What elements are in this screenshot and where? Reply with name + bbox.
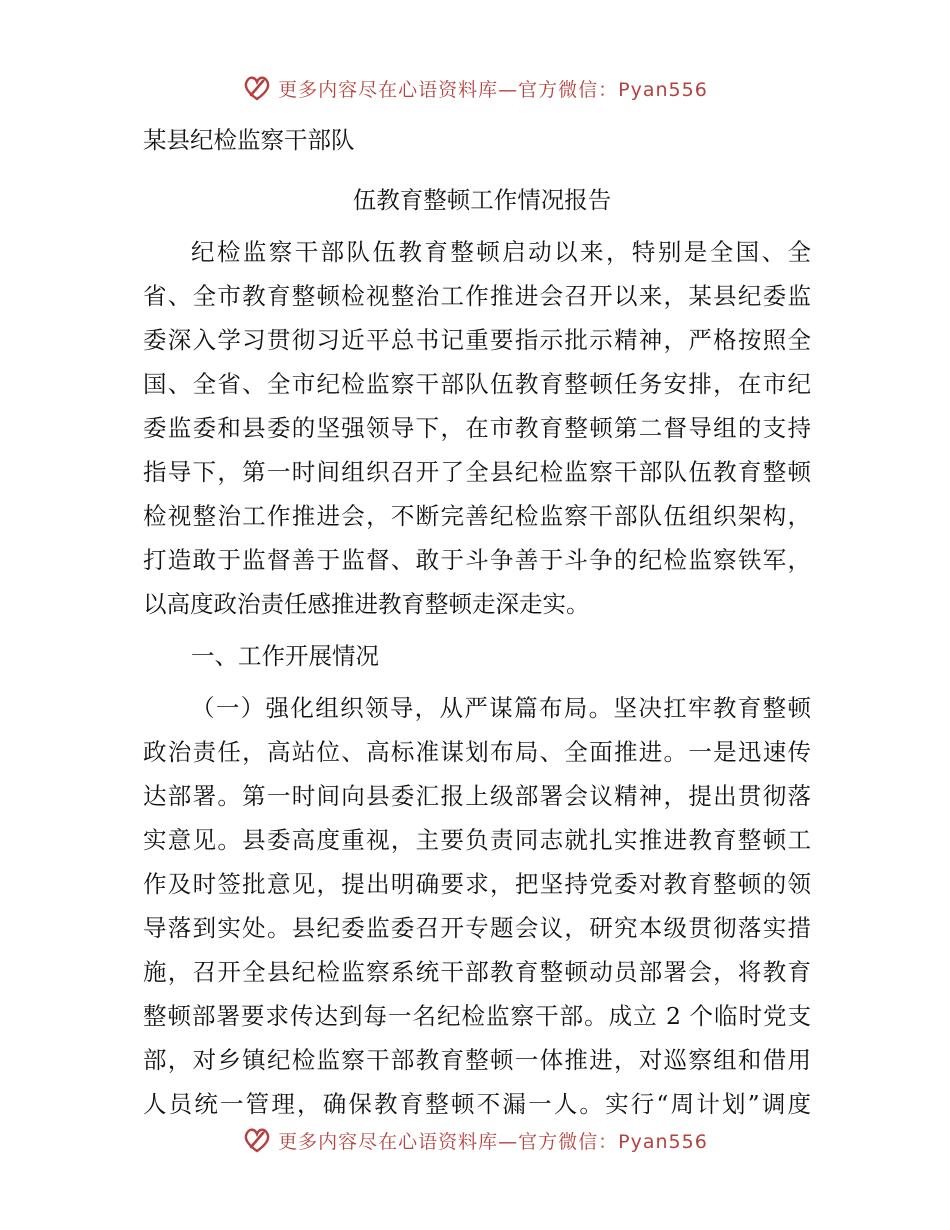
text-line: 指导下，第一时间组织召开了全县纪检监察干部队伍教育整顿 <box>143 458 811 486</box>
watermark-text: 更多内容尽在心语资料库—官方微信：Pyan556 <box>278 1130 708 1153</box>
text-line: 政治责任，高站位、高标准谋划布局、全面推进。一是迅速传 <box>143 738 811 766</box>
text-line: 达部署。第一时间向县委汇报上级部署会议精神，提出贯彻落 <box>143 782 811 810</box>
text-line: 实意见。县委高度重视，主要负责同志就扎实推进教育整顿工 <box>143 826 811 854</box>
report-title: 伍教育整顿工作情况报告 <box>352 186 612 214</box>
text-line: 国、全省、全市纪检监察干部队伍教育整顿任务安排，在市纪 <box>143 370 811 398</box>
text-line: 部，对乡镇纪检监察干部教育整顿一体推进，对巡察组和借用 <box>143 1046 811 1074</box>
text-line: 作及时签批意见，提出明确要求，把坚持党委对教育整顿的领 <box>143 870 811 898</box>
text-line: 施，召开全县纪检监察系统干部教育整顿动员部署会，将教育 <box>143 958 811 986</box>
paragraph-section1 <box>143 686 811 1126</box>
watermark-banner-top <box>0 68 950 108</box>
heart-pen-logo-icon <box>242 73 272 103</box>
text-line: 省、全市教育整顿检视整治工作推进会召开以来，某县纪委监 <box>143 282 811 310</box>
watermark-banner-bottom <box>0 1120 950 1160</box>
org-title: 某县纪检监察干部队 <box>143 126 355 154</box>
text-line: 委监委和县委的坚强领导下，在市教育整顿第二督导组的支持 <box>143 414 811 442</box>
text-line: 打造敢于监督善于监督、敢于斗争善于斗争的纪检监察铁军， <box>143 546 811 574</box>
text-line: 检视整治工作推进会，不断完善纪检监察干部队伍组织架构， <box>143 502 811 530</box>
text-line: 纪检监察干部队伍教育整顿启动以来，特别是全国、全 <box>191 238 811 266</box>
text-line: 导落到实处。县纪委监委召开专题会议，研究本级贯彻落实措 <box>143 914 811 942</box>
paragraph-intro <box>143 230 811 626</box>
text-line: 委深入学习贯彻习近平总书记重要指示批示精神，严格按照全 <box>143 326 811 354</box>
document-body <box>143 118 811 1134</box>
watermark-text: 更多内容尽在心语资料库—官方微信：Pyan556 <box>278 78 708 101</box>
text-line: 整顿部署要求传达到每一名纪检监察干部。成立 2 个临时党支 <box>143 1002 811 1030</box>
heart-pen-logo-icon <box>242 1125 272 1155</box>
text-line: 人员统一管理，确保教育整顿不漏一人。实行“周计划”调度 <box>143 1090 811 1118</box>
text-line: 以高度政治责任感推进教育整顿走深走实。 <box>143 590 590 618</box>
section-heading: 一、工作开展情况 <box>191 642 379 670</box>
text-line: （一）强化组织领导，从严谋篇布局。坚决扛牢教育整顿 <box>191 694 811 722</box>
